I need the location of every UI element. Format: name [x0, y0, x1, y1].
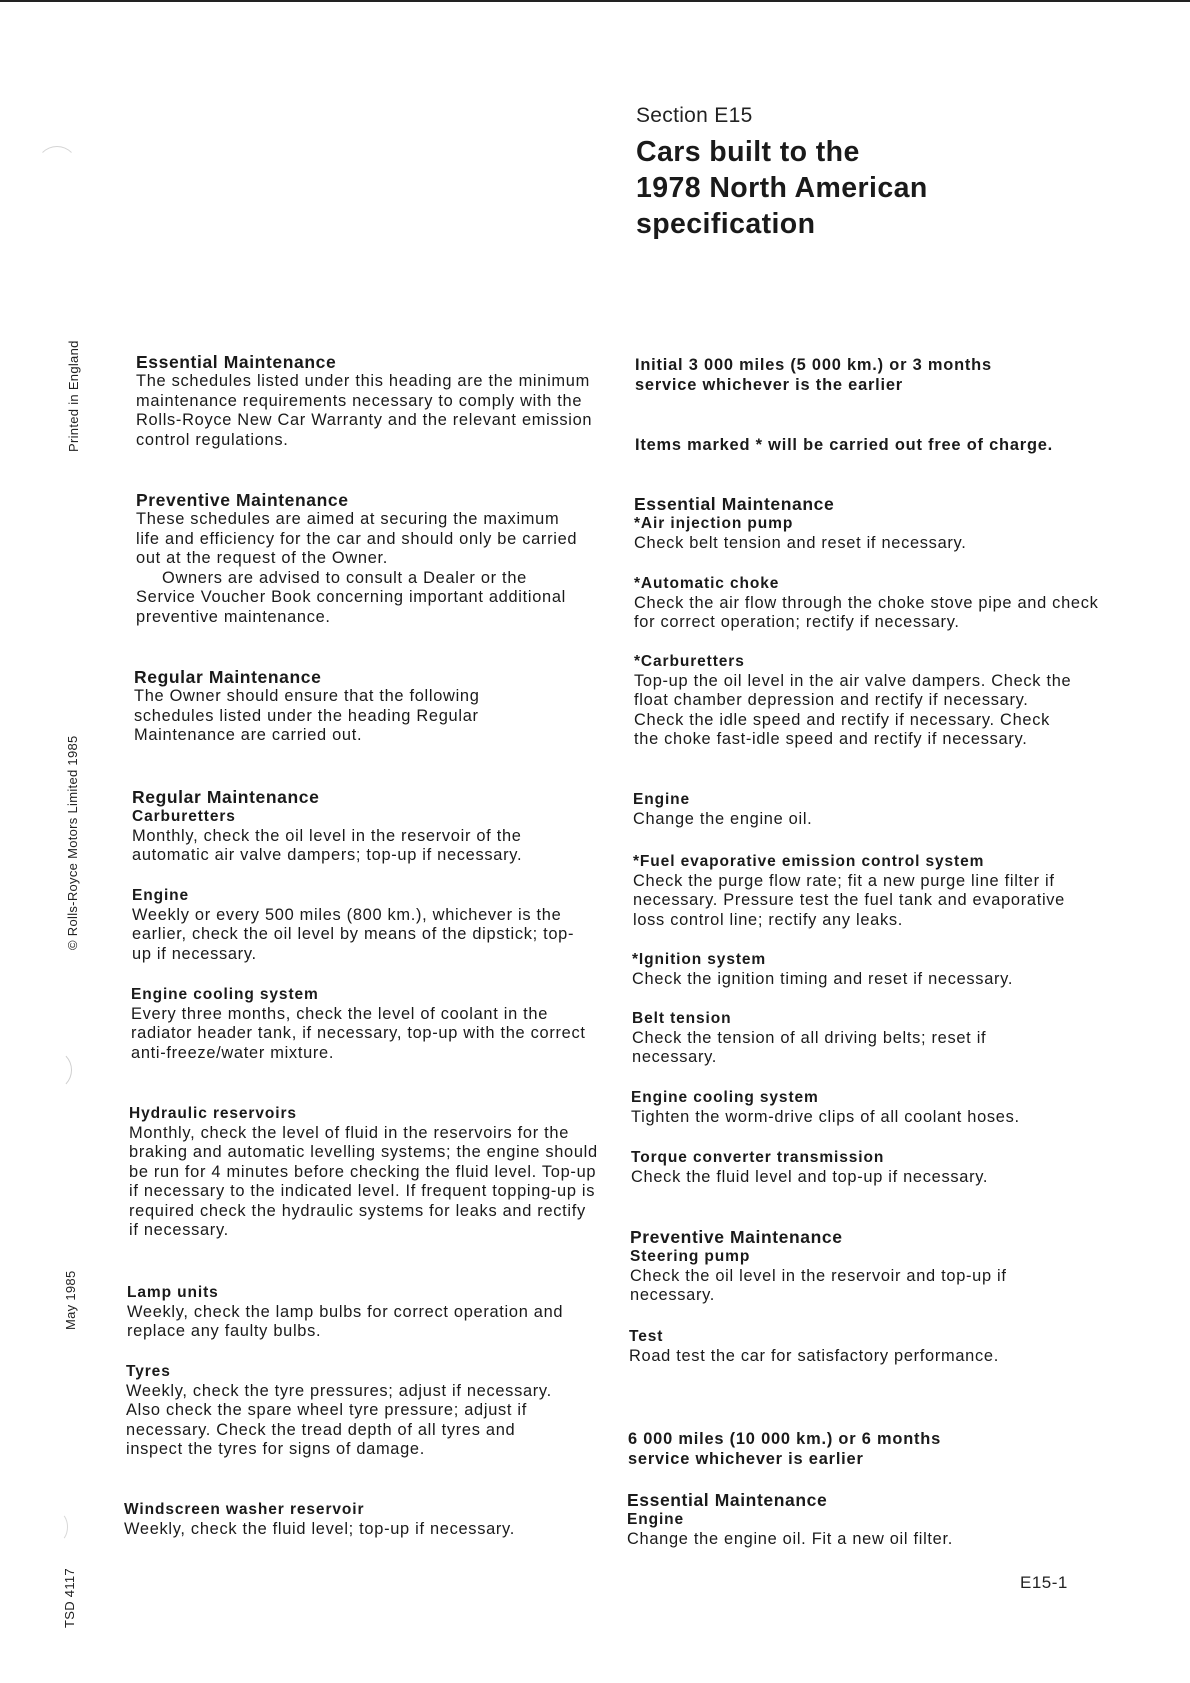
initial-ignition-system — [632, 950, 1092, 989]
initial-engine — [633, 790, 1073, 829]
item-title: Tyres — [126, 1363, 171, 1380]
item-title: Test — [629, 1328, 664, 1345]
heading-line-1: Initial 3 000 miles (5 000 km.) or 3 months — [635, 356, 992, 374]
regular-lamp-units — [127, 1283, 587, 1342]
copyright-notice: © Rolls-Royce Motors Limited 1985 — [65, 735, 80, 950]
essential-maintenance-definition — [136, 352, 596, 450]
heading: Regular Maintenance — [134, 667, 322, 687]
item-title: Hydraulic reservoirs — [129, 1105, 297, 1122]
document-reference: TSD 4117 — [62, 1568, 77, 1628]
item-text: Every three months, check the level of coolant in the radiator header tank, if necessary, top-up with the correct anti-freeze/water mixture. — [131, 1004, 586, 1062]
paragraph: The schedules listed under this heading are the minimum maintenance requirements necessary to comply with the Rolls-Royce New Car Warranty and the relevant emission control regulations. — [136, 372, 593, 449]
item-text: Weekly, check the fluid level; top-up if necessary. — [124, 1519, 515, 1538]
item-title: *Automatic choke — [634, 575, 780, 592]
title-line-1: Cars built to the — [636, 136, 860, 168]
regular-engine — [132, 886, 592, 964]
paragraph: The Owner should ensure that the following schedules listed under the heading Regular Maintenance are carried out. — [134, 687, 480, 744]
six-thousand-essential-maintenance — [627, 1490, 1147, 1549]
item-title: Engine cooling system — [631, 1089, 819, 1106]
initial-belt-tension — [632, 1009, 1062, 1068]
regular-maintenance-schedule — [132, 787, 592, 866]
heading-line-2: service whichever is the earlier — [635, 375, 903, 394]
heading: Essential Maintenance — [627, 1490, 828, 1510]
initial-road-test — [629, 1327, 1149, 1366]
item-text: Road test the car for satisfactory performance. — [629, 1346, 999, 1365]
item-text: Change the engine oil. Fit a new oil filter. — [627, 1529, 954, 1548]
publication-date: May 1985 — [63, 1270, 78, 1330]
initial-essential-maintenance — [634, 494, 1134, 553]
item-title: Engine — [627, 1511, 685, 1528]
item-title: Belt tension — [632, 1010, 732, 1027]
binder-hole-middle — [34, 1050, 72, 1090]
item-title: *Fuel evaporative emission control system — [633, 853, 985, 870]
item-title: Windscreen washer reservoir — [124, 1501, 365, 1518]
printed-in-england: Printed in England — [66, 340, 81, 452]
item-text: Weekly, check the tyre pressures; adjust if necessary. Also check the spare wheel tyre pressure; adjust if necessary. Check the tread depth of all tyres and inspect the tyres for signs of damage. — [126, 1381, 552, 1458]
regular-maintenance-definition — [134, 667, 534, 746]
item-text: Top-up the oil level in the air valve dampers. Check the float chamber depression and rectify if necessary. Check the idle speed and rectify if necessary. Check the choke fast-idle speed and rectify if necessary. — [634, 671, 1072, 748]
item-text: Check the purge flow rate; fit a new purge line filter if necessary. Pressure test the fuel tank and evaporative loss control line; rectify any leaks. — [633, 871, 1065, 929]
six-thousand-service-heading — [628, 1430, 1148, 1469]
initial-carburetters — [634, 652, 1074, 750]
item-title: Steering pump — [630, 1248, 751, 1265]
preventive-maintenance-definition — [136, 490, 586, 627]
item-text: Check the fluid level and top-up if necessary. — [631, 1167, 989, 1186]
heading: Regular Maintenance — [132, 787, 320, 807]
item-title: *Air injection pump — [634, 515, 794, 532]
heading: Essential Maintenance — [634, 494, 835, 514]
initial-preventive-maintenance — [630, 1227, 1090, 1306]
initial-torque-converter — [631, 1148, 1151, 1187]
regular-windscreen-washer — [124, 1500, 604, 1539]
heading: Preventive Maintenance — [630, 1227, 843, 1247]
item-title: Lamp units — [127, 1284, 219, 1301]
initial-automatic-choke — [634, 574, 1104, 633]
note-text: Items marked * will be carried out free of charge. — [635, 436, 1054, 454]
item-text: Weekly, check the lamp bulbs for correct operation and replace any faulty bulbs. — [127, 1302, 564, 1340]
page-number: E15-1 — [1020, 1573, 1068, 1592]
top-border-rule — [0, 0, 1190, 2]
regular-hydraulic-reservoirs — [129, 1104, 599, 1241]
item-title: Carburetters — [132, 808, 236, 825]
section-label: Section E15 — [636, 104, 753, 127]
item-title: *Carburetters — [634, 653, 745, 670]
item-title: Engine cooling system — [131, 986, 319, 1003]
paragraph: These schedules are aimed at securing the maximum life and efficiency for the car and should only be carried out at the request of the Owner. — [136, 510, 578, 567]
initial-fuel-evaporative-system — [633, 852, 1093, 930]
item-text: Check the air flow through the choke stove pipe and check for correct operation; rectify if necessary. — [634, 593, 1099, 631]
item-title: Engine — [132, 887, 190, 904]
item-title: *Ignition system — [632, 951, 767, 968]
item-title: Engine — [633, 791, 691, 808]
item-text: Monthly, check the level of fluid in the reservoirs for the braking and automatic levelling systems; the engine should be run for 4 minutes before checking the fluid level. Top-up if necessary to the indicated level. If frequent topping-up is required check the hydraulic systems for leaks and rectify if necessary. — [129, 1123, 598, 1239]
item-text: Weekly or every 500 miles (800 km.), whichever is the earlier, check the oil level by means of the dipstick; top-up if necessary. — [132, 905, 575, 963]
heading: Essential Maintenance — [136, 352, 337, 372]
heading: Preventive Maintenance — [136, 490, 349, 510]
title-line-3: specification — [636, 208, 816, 240]
heading-line-2: service whichever is earlier — [628, 1449, 864, 1468]
heading-line-1: 6 000 miles (10 000 km.) or 6 months — [628, 1430, 942, 1448]
initial-engine-cooling — [631, 1088, 1151, 1127]
initial-service-heading — [635, 356, 1155, 395]
paragraph: Owners are advised to consult a Dealer or the Service Voucher Book concerning important additional preventive maintenance. — [136, 568, 567, 626]
item-text: Check the tension of all driving belts; reset if necessary. — [632, 1028, 987, 1066]
title-line-2: 1978 North American — [636, 172, 928, 204]
item-text: Change the engine oil. — [633, 809, 813, 828]
item-text: Check belt tension and reset if necessary. — [634, 533, 967, 552]
binder-hole-top — [36, 146, 78, 188]
free-of-charge-note — [635, 436, 1175, 456]
item-text: Monthly, check the oil level in the reservoir of the automatic air valve dampers; top-up if necessary. — [132, 826, 523, 864]
page-title — [636, 134, 928, 242]
regular-engine-cooling — [131, 985, 586, 1063]
item-text: Tighten the worm-drive clips of all coolant hoses. — [631, 1107, 1020, 1126]
binder-hole-bottom — [48, 1512, 68, 1542]
item-text: Check the oil level in the reservoir and top-up if necessary. — [630, 1266, 1007, 1304]
item-text: Check the ignition timing and reset if necessary. — [632, 969, 1014, 988]
regular-tyres — [126, 1362, 566, 1460]
item-title: Torque converter transmission — [631, 1149, 885, 1166]
